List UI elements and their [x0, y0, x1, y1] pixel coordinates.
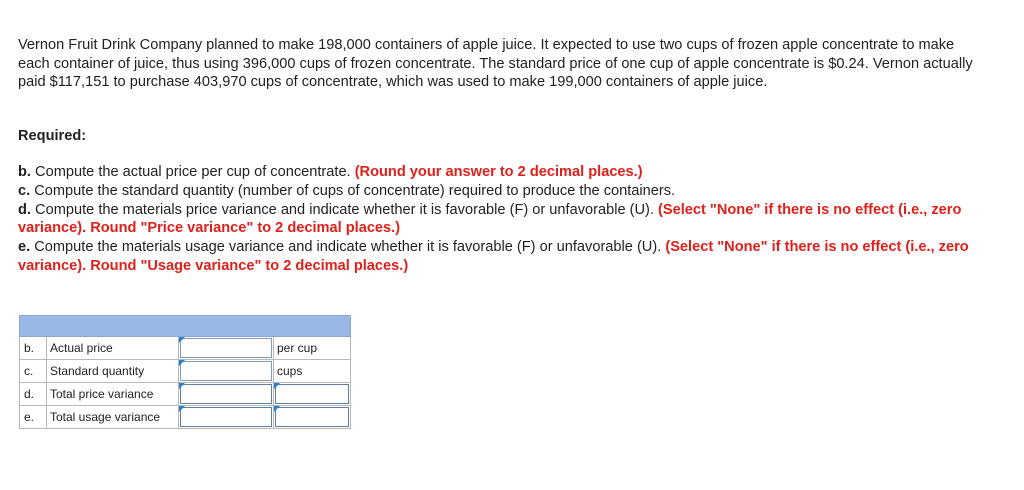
requirement-text: Compute the standard quantity (number of cups of concentrate) required to produce the containers.: [34, 182, 676, 199]
requirement-letter: d.: [18, 201, 31, 218]
requirements-list: [18, 163, 1008, 276]
input-marker-icon: [274, 406, 280, 412]
actual-price-cell: [179, 337, 274, 360]
usage-variance-cell: [179, 406, 274, 429]
requirement-text: Compute the materials price variance and indicate whether it is favorable (F) or unfavorable (U).: [35, 201, 654, 218]
unit-cell: [274, 337, 351, 360]
table-header-row: [20, 316, 351, 337]
price-variance-select[interactable]: [275, 384, 349, 404]
unit-label: per cup: [277, 341, 318, 355]
standard-quantity-cell: [179, 360, 274, 383]
input-marker-icon: [179, 360, 185, 366]
usage-variance-select[interactable]: [275, 407, 349, 427]
row-letter: e.: [20, 406, 47, 429]
table-row: [20, 406, 351, 429]
requirement-b: [18, 163, 1008, 182]
table-row: [20, 383, 351, 406]
requirement-e: [18, 238, 1008, 276]
required-heading: Required:: [18, 128, 87, 144]
row-label: Actual price: [47, 337, 179, 360]
requirement-note: (Round your answer to 2 decimal places.): [354, 164, 643, 180]
problem-statement: Vernon Fruit Drink Company planned to make 198,000 containers of apple juice. It expected to use two cups of frozen apple concentrate to make each container of juice, thus using 396,000 cups of frozen concentrate. The standard price of one cup of apple concentrate is $0.24. Vernon actually paid $117,151 to purchase 403,970 cups of concentrate, which was used to make 199,000 containers of apple juice.: [18, 37, 973, 90]
row-label: Total usage variance: [47, 406, 179, 429]
requirement-letter: c.: [18, 182, 31, 199]
input-marker-icon: [179, 337, 185, 343]
row-label: Total price variance: [47, 383, 179, 406]
requirement-note: (Select "None" if there is no effect (i.e., zero variance). Round "Price variance" to 2 decimal places.): [18, 201, 962, 237]
requirement-d: [18, 201, 1008, 239]
table-row: [20, 360, 351, 383]
requirement-letter: e.: [18, 239, 31, 256]
input-marker-icon: [274, 383, 280, 389]
unit-cell: [274, 360, 351, 383]
requirement-text: Compute the materials usage variance and indicate whether it is favorable (F) or unfavorable (U).: [34, 239, 662, 256]
standard-quantity-input[interactable]: [180, 361, 272, 381]
price-variance-select-cell: [274, 383, 351, 406]
input-marker-icon: [179, 406, 185, 412]
requirement-text: Compute the actual price per cup of concentrate.: [35, 164, 351, 180]
input-marker-icon: [179, 383, 185, 389]
answer-table: [19, 315, 351, 429]
price-variance-input[interactable]: [180, 384, 272, 404]
table-row: [20, 337, 351, 360]
requirement-c: [18, 182, 1008, 201]
row-letter: c.: [20, 360, 47, 383]
row-letter: d.: [20, 383, 47, 406]
unit-label: cups: [277, 364, 303, 378]
requirement-note: (Select "None" if there is no effect (i.e., zero variance). Round "Usage variance" to 2 decimal places.): [18, 239, 969, 274]
usage-variance-input[interactable]: [180, 407, 272, 427]
usage-variance-select-cell: [274, 406, 351, 429]
row-letter: b.: [20, 337, 47, 360]
table-header-cell: [20, 316, 351, 337]
price-variance-cell: [179, 383, 274, 406]
actual-price-input[interactable]: [180, 338, 272, 358]
requirement-letter: b.: [18, 164, 31, 180]
row-label: Standard quantity: [47, 360, 179, 383]
